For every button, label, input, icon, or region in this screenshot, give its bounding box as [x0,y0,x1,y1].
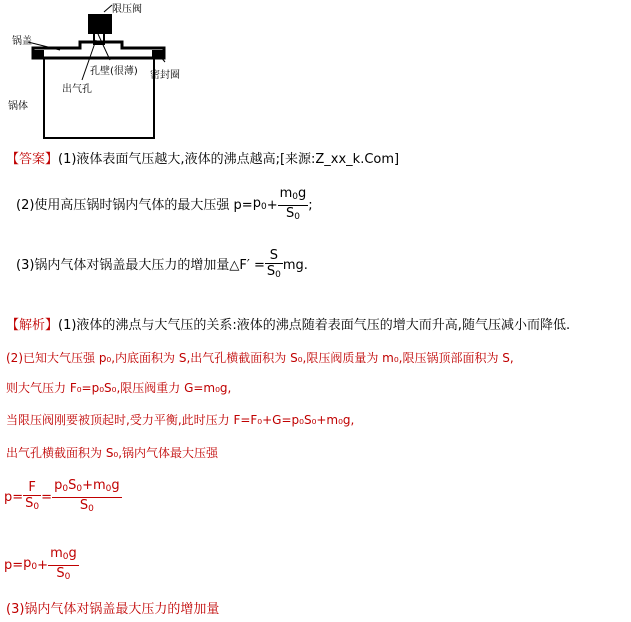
answer-text-3: (3)锅内气体对锅盖最大压力的增加量△F′ = [16,257,265,273]
analysis-line-6: (3)锅内气体对锅盖最大压力的增加量 [6,602,220,617]
p0-symbol: $p_0$ [252,196,267,212]
eq2-fraction: $\frac{m_0g}{S_0}$ [50,546,77,582]
analysis-equation-1: p= $\frac{F}{S_0}$ = $\frac{p_0S_0+m_0g}{S_0}$ [4,478,122,517]
answer-line-1 [6,152,399,168]
answer-line-3: (3)锅内气体对锅盖最大压力的增加量△F′ = $\frac{S}{S_0}$ mg. [16,248,308,283]
analysis-line-1 [6,318,570,334]
label-lid: 锅盖 [12,36,32,47]
answer-text-2: (2)使用高压锅时锅内气体的最大压强 p= [16,197,253,213]
analysis-equation-2: p= $p_0$ + $\frac{m_0g}{S_0}$ [4,546,79,585]
label-seal: 密封圈 [150,70,180,81]
label-wall: 孔壁(很薄) [90,66,138,77]
label-outlet: 出气孔 [62,84,92,95]
analysis-line-4: 当限压阀刚要被顶起时,受力平衡,此时压力 F=F₀+G=p₀S₀+m₀g, [6,413,355,427]
answer-line-2: (2)使用高压锅时锅内气体的最大压强 p= $p_0$ + $\frac{m_0g}{S_0}$ ; [16,186,313,225]
answer-fraction-2: $\frac{m_0g}{S_0}$ [279,186,307,222]
label-body: 锅体 [8,101,28,112]
seal-left-shape [34,50,44,58]
seal-shape [152,50,164,58]
pressure-cooker-diagram [0,0,190,145]
answer-fraction-3: $\frac{S}{S_0}$ [266,248,281,280]
eq1-fraction-f: $\frac{F}{S_0}$ [25,480,40,512]
analysis-line-2: (2)已知大气压强 p₀,内底面积为 S,出气孔横截面积为 S₀,限压阀质量为 m₀,限压锅顶部面积为 S, [6,351,514,365]
eq1-fraction-main: $\frac{p_0S_0+m_0g}{S_0}$ [54,478,120,514]
analysis-line-5: 出气孔横截面积为 S₀,锅内气体最大压强 [6,446,219,460]
analysis-line-3: 则大气压力 F₀=p₀S₀,限压阀重力 G=m₀g, [6,381,232,395]
label-valve: 限压阀 [112,4,142,15]
analysis-text-1: (1)液体的沸点与大气压的关系:液体的沸点随着表面气压的增大而升高,随气压减小而降低. [58,318,571,333]
answer-tag: 【答案】 [6,152,59,167]
analysis-tag: 【解析】 [6,318,59,333]
answer-text-1: (1)液体表面气压越大,液体的沸点越高;[来源:Z_xx_k.Com] [58,152,400,167]
